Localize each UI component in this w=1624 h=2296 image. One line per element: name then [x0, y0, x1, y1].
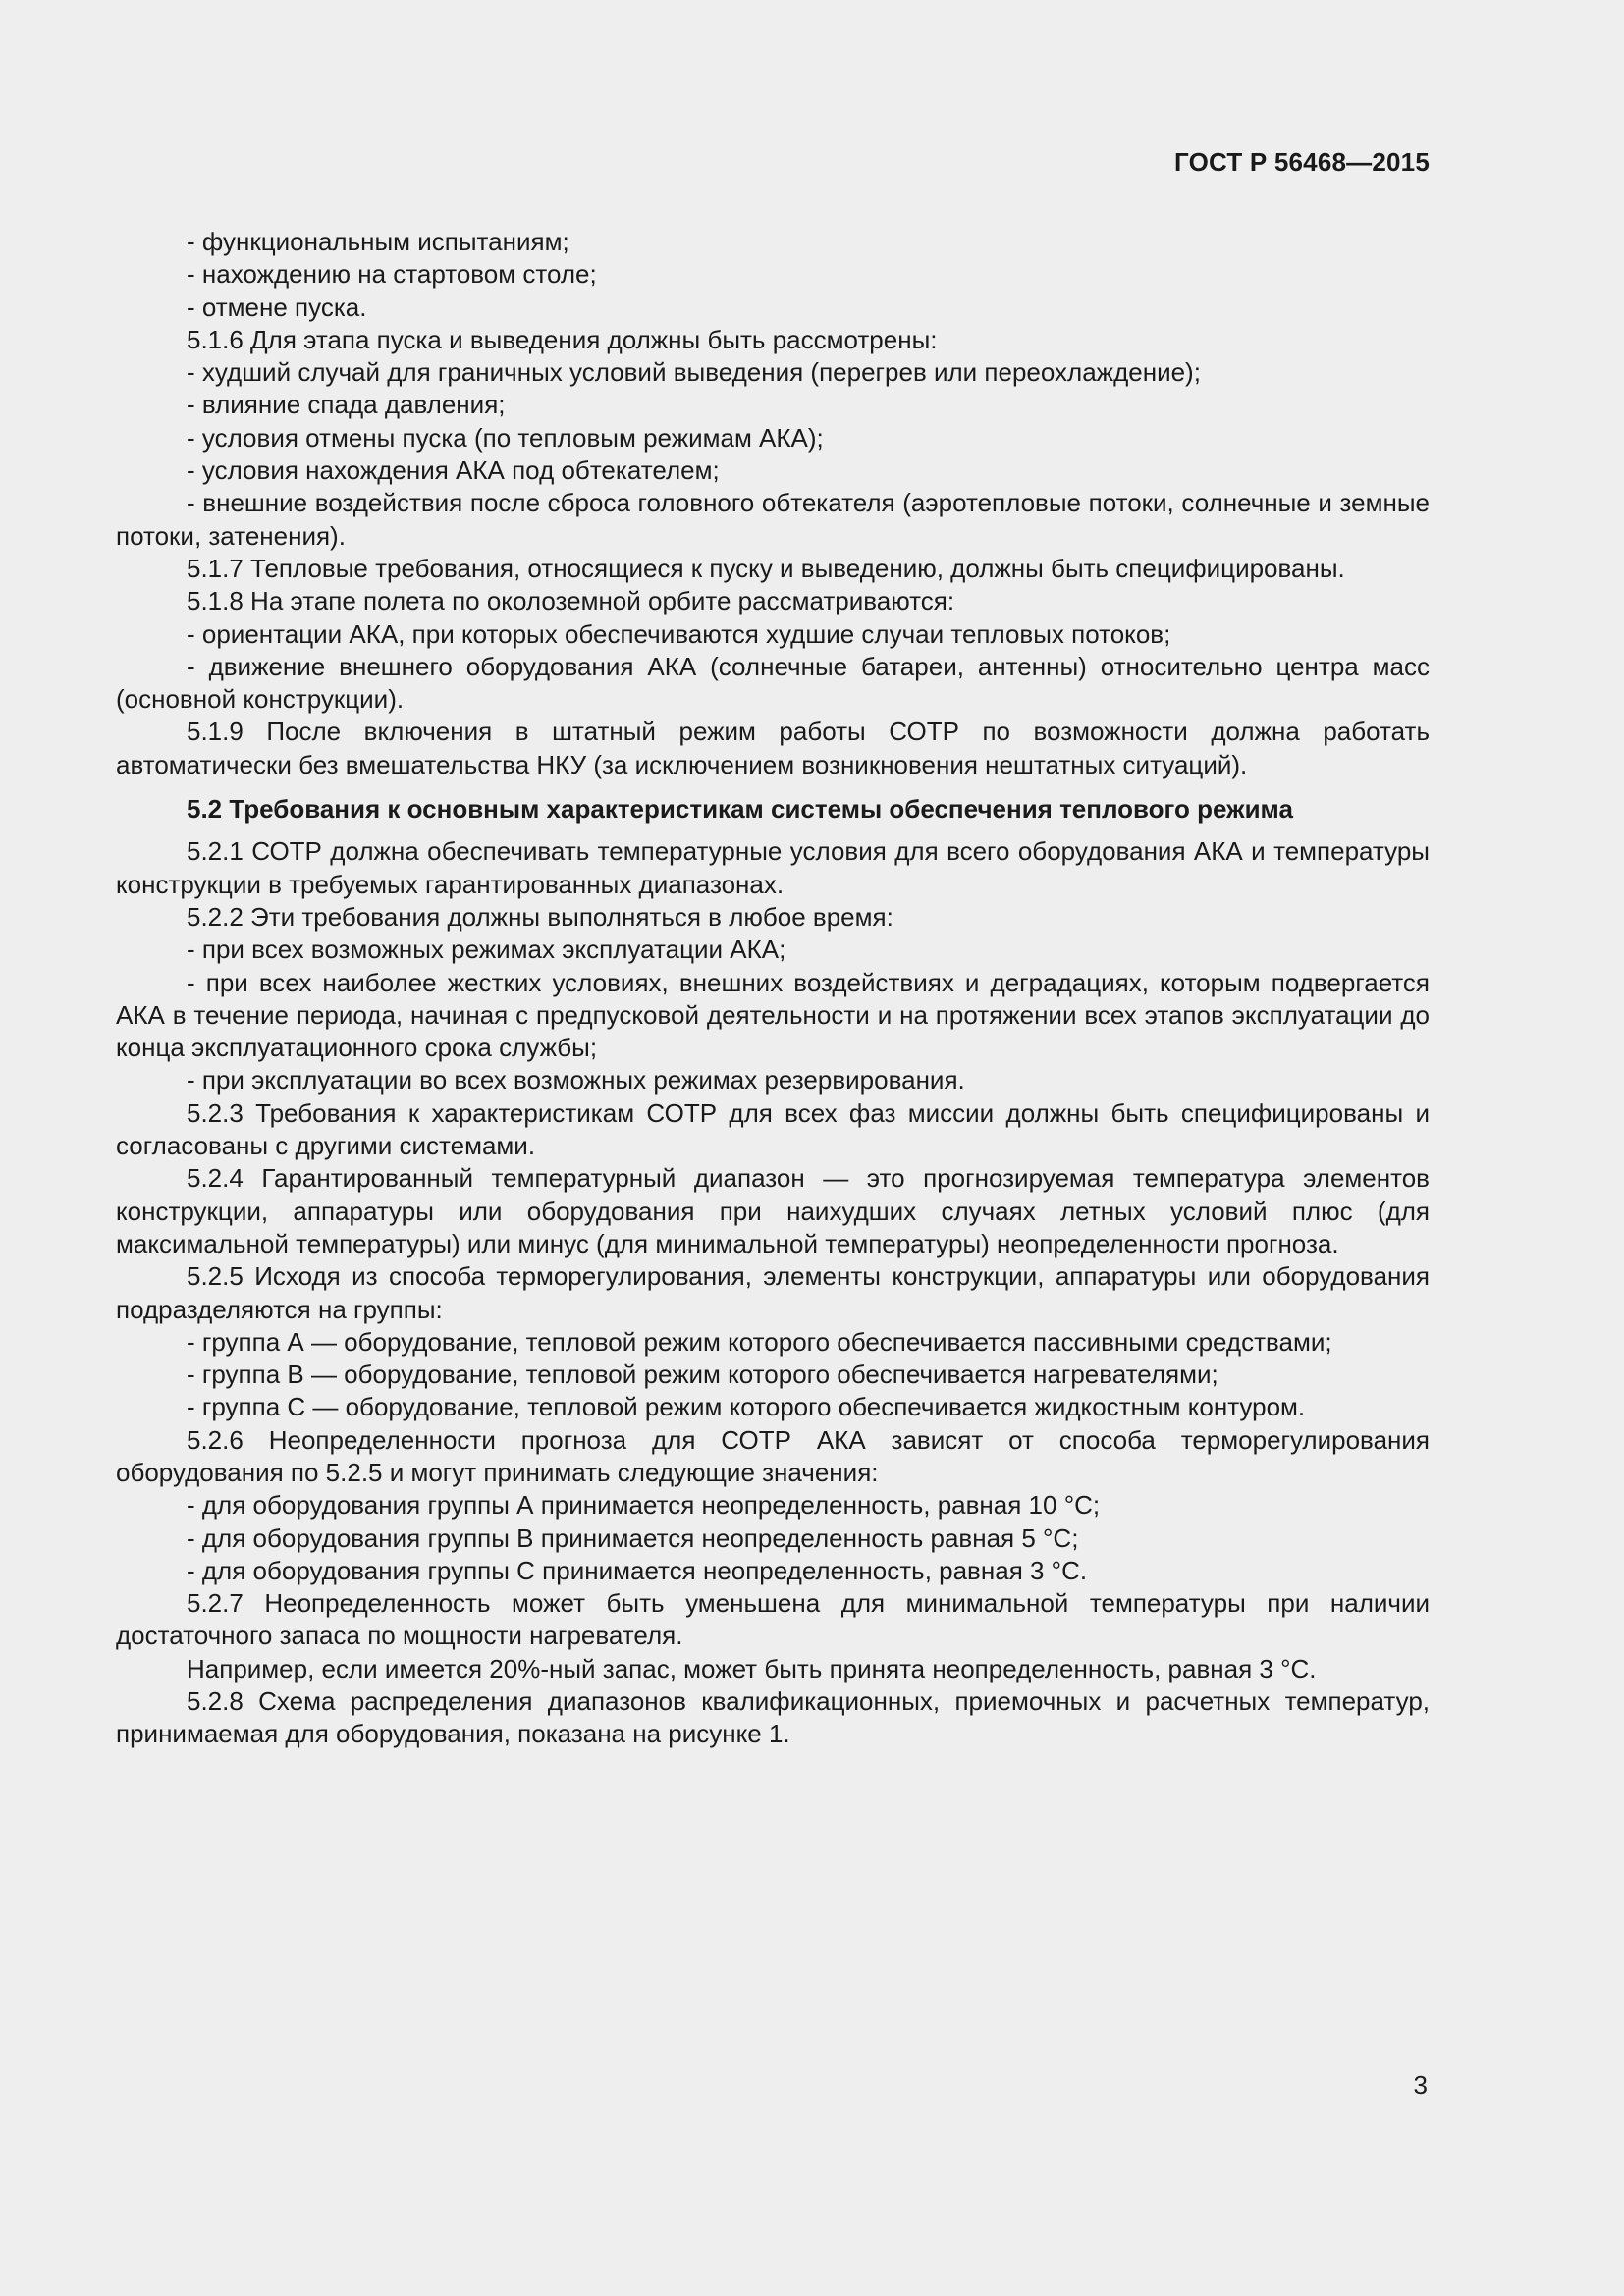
paragraph: 5.1.9 После включения в штатный режим работы СОТР по возможности должна работать автоматически без вмешательства НКУ (за исключением возникновения нештатных ситуаций).	[116, 717, 1430, 779]
paragraph: - группа В — оборудование, тепловой режим которого обеспечивается нагревателями;	[187, 1360, 1218, 1390]
paragraph: 5.2.8 Схема распределения диапазонов квалификационных, приемочных и расчетных температур, принимаемая для оборудования, показана на рисунке 1.	[116, 1686, 1430, 1749]
paragraph: - при эксплуатации во всех возможных режимах резервирования.	[187, 1065, 965, 1095]
paragraph: - при всех возможных режимах эксплуатации АКА;	[187, 934, 786, 965]
paragraph: 5.2.5 Исходя из способа терморегулирования, элементы конструкции, аппаратуры или оборудования подразделяются на группы:	[116, 1261, 1430, 1324]
paragraph: 5.2.3 Требования к характеристикам СОТР для всех фаз миссии должны быть специфицированы и согласованы с другими системами.	[116, 1097, 1430, 1161]
section-heading: 5.2 Требования к основным характеристикам системы обеспечения теплового режима	[187, 794, 1293, 825]
document-body	[116, 226, 1430, 1751]
paragraph: - для оборудования группы С принимается неопределенность, равная 3 °С.	[187, 1555, 1088, 1585]
paragraph: - условия нахождения АКА под обтекателем;	[187, 455, 720, 486]
paragraph: - группа А — оборудование, тепловой режим которого обеспечивается пассивными средствами;	[187, 1326, 1332, 1357]
paragraph: - внешние воздействия после сброса головного обтекателя (аэротепловые потоки, солнечные и земные потоки, затенения).	[116, 488, 1430, 551]
document-id: ГОСТ Р 56468—2015	[1174, 147, 1430, 177]
paragraph: - ориентации АКА, при которых обеспечиваются худшие случаи тепловых потоков;	[187, 618, 1171, 649]
paragraph: 5.1.8 На этапе полета по околоземной орбите рассматриваются:	[187, 586, 955, 616]
paragraph: 5.2.4 Гарантированный температурный диапазон — это прогнозируемая температура элементов конструкции, аппаратуры или оборудования при наихудших случаях летных условий плюс (для максимальной температуры) или минус (для минимальной температуры) неопределенности прогноза.	[116, 1163, 1430, 1258]
paragraph: - для оборудования группы В принимается неопределенность равная 5 °С;	[187, 1522, 1079, 1553]
paragraph: 5.2.6 Неопределенности прогноза для СОТР АКА зависят от способа терморегулирования оборудования по 5.2.5 и могут принимать следующие значения:	[116, 1424, 1430, 1487]
paragraph: - движение внешнего оборудования АКА (солнечные батареи, антенны) относительно центра масс (основной конструкции).	[116, 651, 1430, 715]
paragraph: - отмене пуска.	[187, 292, 367, 322]
paragraph: - группа С — оборудование, тепловой режим которого обеспечивается жидкостным контуром.	[187, 1392, 1306, 1422]
paragraph: 5.2.2 Эти требования должны выполняться в любое время:	[187, 901, 893, 932]
paragraph: - условия отмены пуска (по тепловым режимам АКА);	[187, 422, 824, 453]
paragraph: - влияние спада давления;	[187, 390, 506, 420]
paragraph: 5.1.7 Тепловые требования, относящиеся к пуску и выведению, должны быть специфицированы.	[187, 553, 1345, 583]
paragraph: 5.2.7 Неопределенность может быть уменьшена для минимальной температуры при наличии достаточного запаса по мощности нагревателя.	[116, 1588, 1430, 1651]
paragraph: - при всех наиболее жестких условиях, внешних воздействиях и деградациях, которым подвергается АКА в течение периода, начиная с предпусковой деятельности и на протяжении всех этапов эксплуатации до конца эксплуатационного срока службы;	[116, 967, 1430, 1063]
paragraph: - худший случай для граничных условий выведения (перегрев или переохлаждение);	[187, 357, 1201, 388]
paragraph: - нахождению на стартовом столе;	[187, 259, 597, 290]
paragraph: - для оборудования группы А принимается неопределенность, равная 10 °С;	[187, 1490, 1101, 1521]
paragraph: 5.1.6 Для этапа пуска и выведения должны быть рассмотрены:	[187, 324, 938, 354]
paragraph: 5.2.1 СОТР должна обеспечивать температурные условия для всего оборудования АКА и температуры конструкции в требуемых гарантированных диапазонах.	[116, 836, 1430, 899]
page-number: 3	[1413, 2070, 1428, 2100]
paragraph: - функциональным испытаниям;	[187, 227, 569, 256]
paragraph: Например, если имеется 20%-ный запас, может быть принята неопределенность, равная 3 °С.	[187, 1653, 1317, 1683]
